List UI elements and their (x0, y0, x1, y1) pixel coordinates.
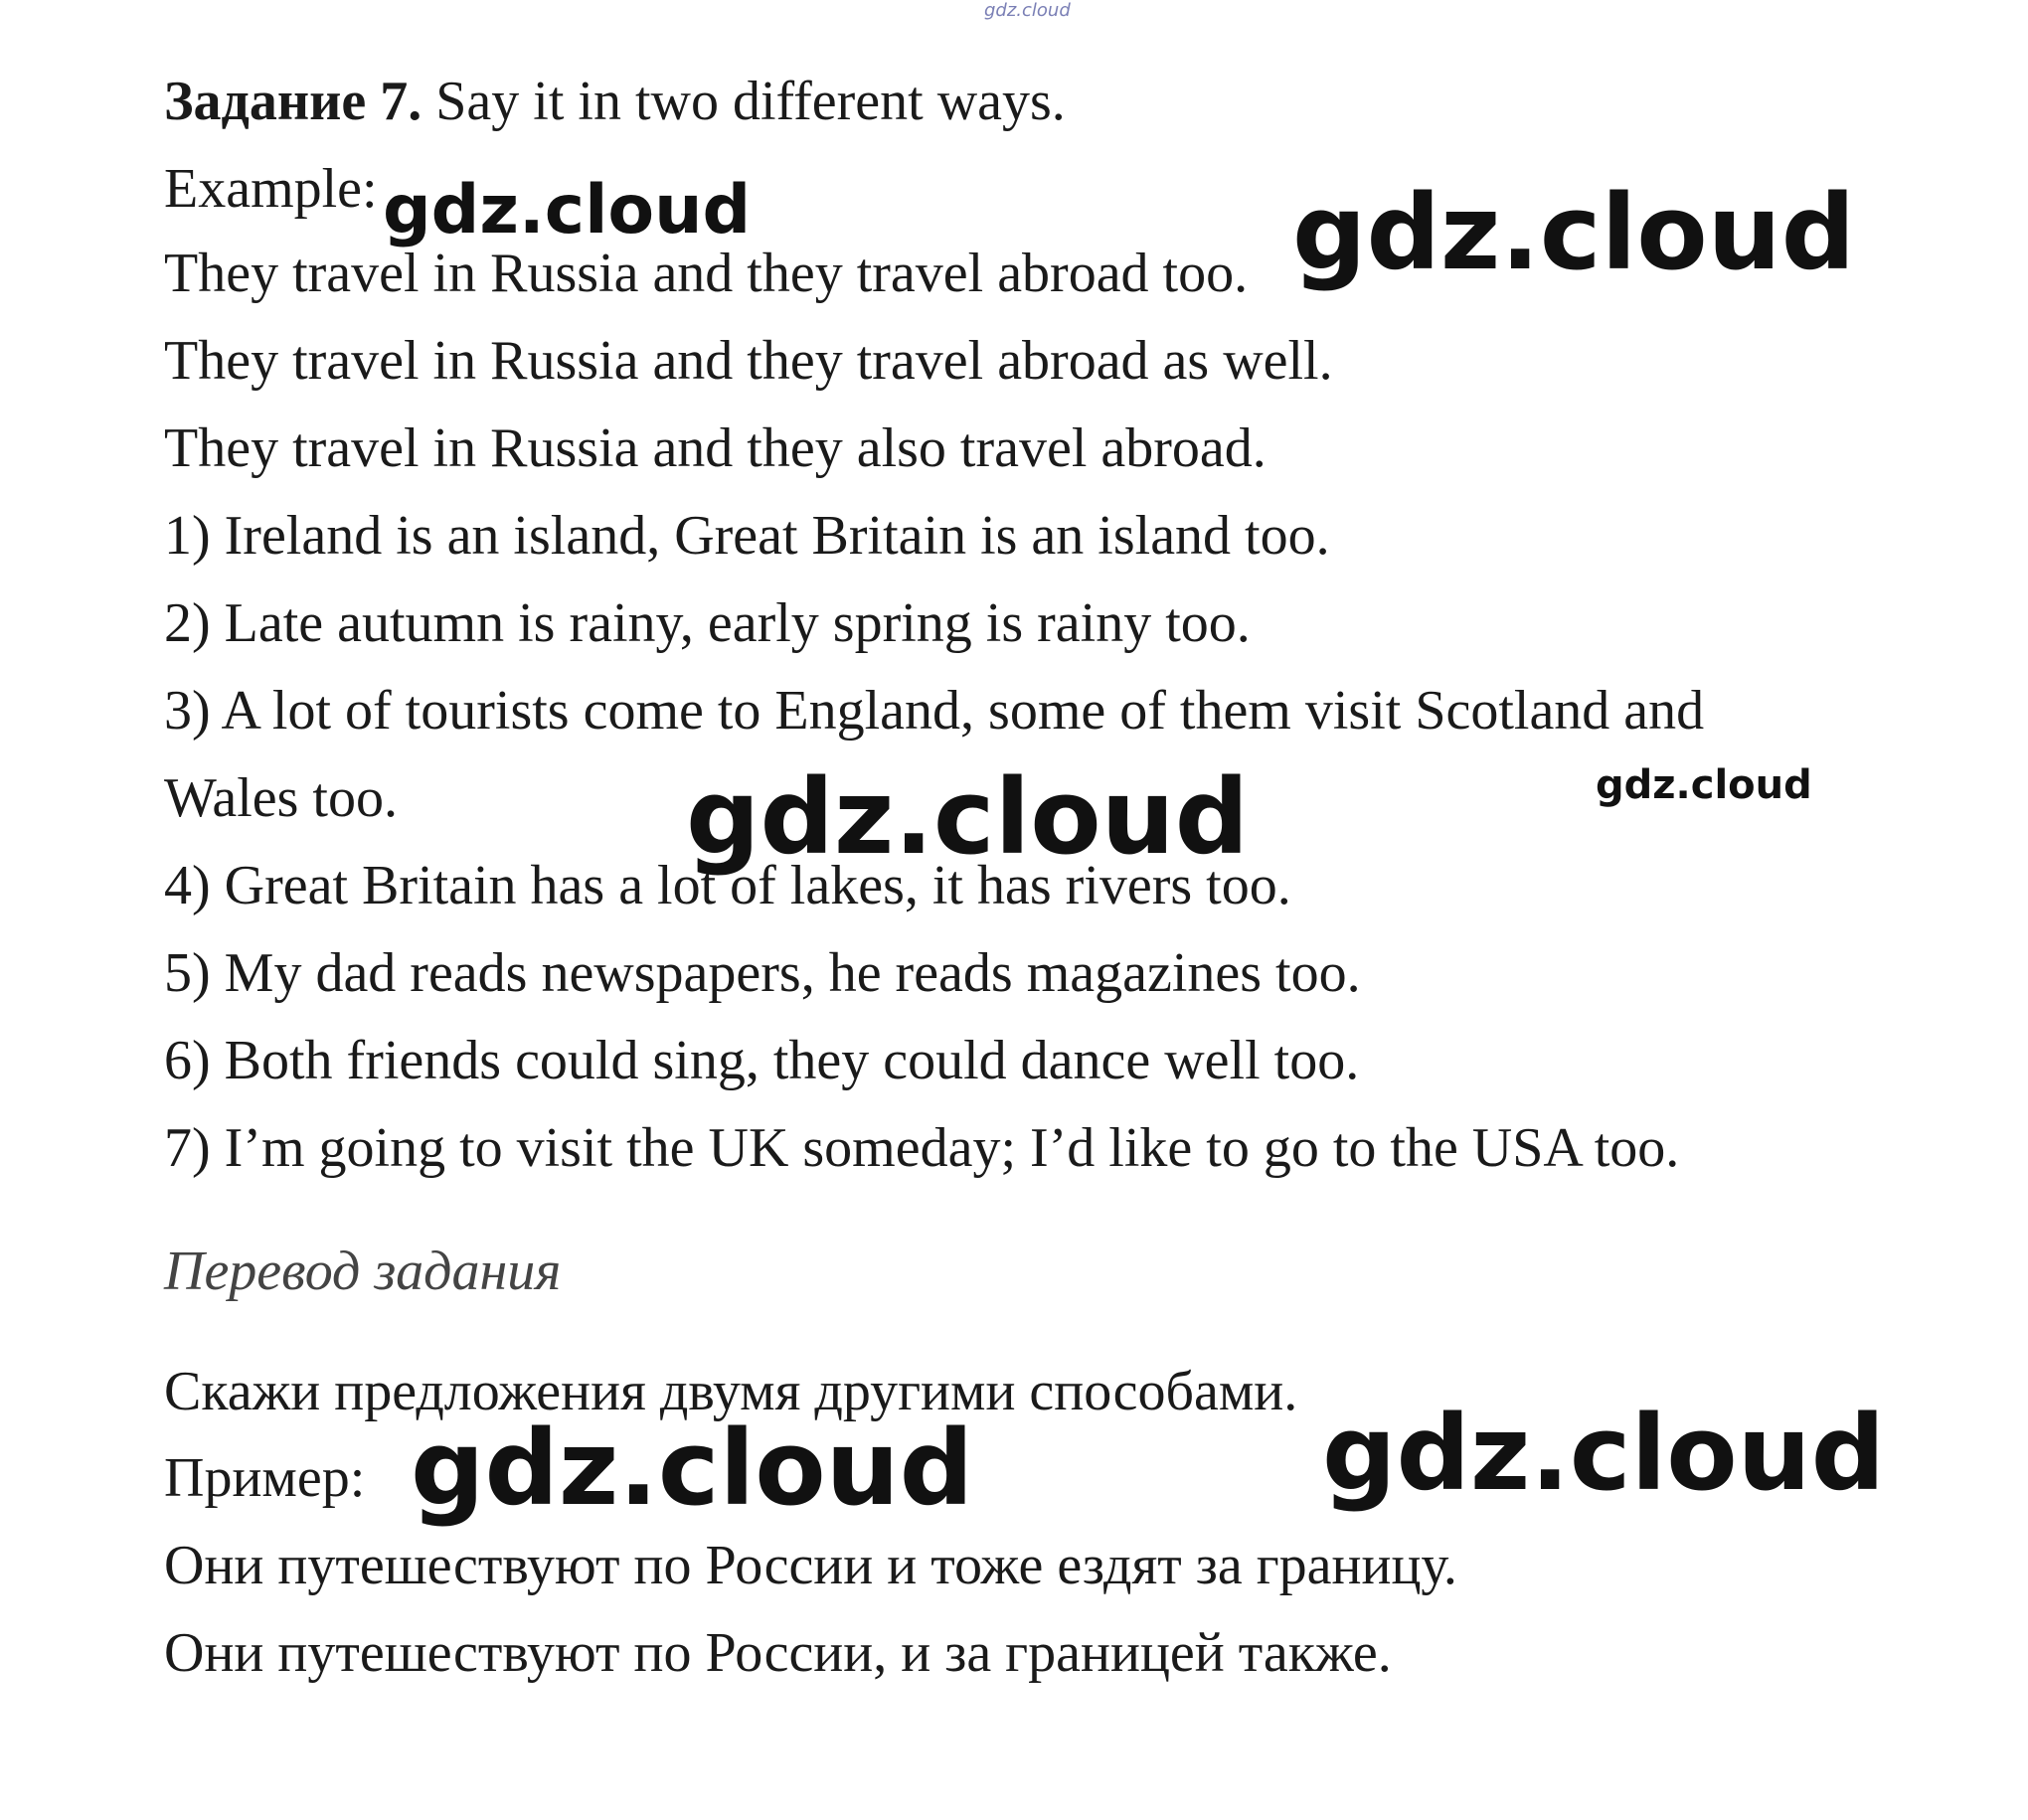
watermark: gdz.cloud (1322, 1393, 1886, 1514)
watermark: gdz.cloud (1596, 762, 1812, 808)
example-label: Example: (164, 158, 378, 220)
task-heading (164, 70, 1066, 133)
watermark: gdz.cloud (1292, 172, 1856, 293)
watermark: gdz.cloud (383, 171, 752, 249)
translation-heading: Перевод задания (164, 1241, 562, 1302)
exercise-item-5: 5) My dad reads newspapers, he reads magazines too. (164, 942, 1361, 1004)
exercise-item-4: 4) Great Britain has a lot of lakes, it has rivers too. (164, 855, 1291, 916)
task-instruction: Say it in two different ways. (422, 71, 1066, 132)
example-line-2: They travel in Russia and they travel abroad as well. (164, 330, 1333, 392)
exercise-item-6: 6) Both friends could sing, they could dance well too. (164, 1030, 1360, 1091)
watermark-top: gdz.cloud (984, 0, 1071, 21)
translation-instruction: Скажи предложения двумя другими способами. (164, 1361, 1298, 1422)
example-line-3: They travel in Russia and they also travel abroad. (164, 417, 1267, 479)
exercise-item-3: 3) A lot of tourists come to England, some of them visit Scotland and (164, 680, 1705, 742)
example-line-1: They travel in Russia and they travel abroad too. (164, 243, 1249, 304)
translation-example-line-1: Они путешествуют по России и тоже ездят за границу. (164, 1535, 1457, 1596)
exercise-item-7: 7) I’m going to visit the UK someday; I’d like to go to the USA too. (164, 1117, 1680, 1179)
translation-example-label: Пример: (164, 1447, 366, 1509)
translation-example-line-2: Они путешествуют по России, и за границей также. (164, 1622, 1392, 1684)
exercise-item-3-cont: Wales too. (164, 767, 398, 829)
watermark: gdz.cloud (686, 756, 1250, 878)
watermark: gdz.cloud (411, 1407, 974, 1529)
task-number: Задание 7. (164, 71, 422, 132)
exercise-item-1: 1) Ireland is an island, Great Britain is an island too. (164, 505, 1330, 567)
exercise-item-2: 2) Late autumn is rainy, early spring is rainy too. (164, 592, 1251, 654)
